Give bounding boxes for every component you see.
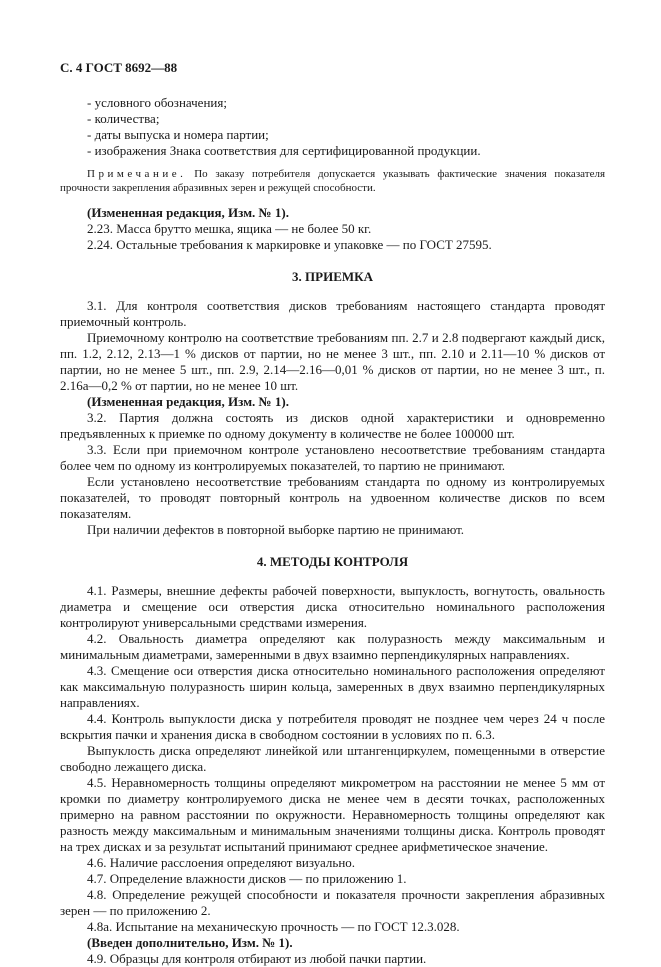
amendment-note: (Введен дополнительно, Изм. № 1). — [87, 935, 293, 950]
clause-3-1-cont: Приемочному контролю на соответствие требованиям пп. 2.7 и 2.8 подвергают каждый диск, пп. 1.2, 2.12, 2.13—1 % дисков от партии, но не менее 3 шт., пп. 2.10 и 2.11—10 % дисков от партии, но не менее 5 шт., пп. 2.9, 2.14—2.16—0,01 % дисков от партии, но не менее 3 шт., п. 2.16а—0,2 % от партии, но не менее 10 шт. — [60, 330, 605, 393]
amendment-note: (Измененная редакция, Изм. № 1). — [87, 205, 289, 220]
clause-3-1: 3.1. Для контроля соответствия дисков требованиям настоящего стандарта проводят приемочный контроль. — [60, 298, 605, 329]
clause-3-3: 3.3. Если при приемочном контроле установлено несоответствие требованиям стандарта более чем по одному из контролируемых показателей, то партию не принимают. — [60, 442, 605, 473]
clause-4-3: 4.3. Смещение оси отверстия диска относительно номинального расположения определяют как максимальную полуразность ширин кольца, замеренных в двух взаимно перпендикулярных направлениях. — [60, 663, 605, 710]
note-label: Примечание. — [87, 168, 187, 180]
clause-4-2: 4.2. Овальность диаметра определяют как полуразность между максимальным и минимальным диаметрами, замеренными в двух взаимно перпендикулярных направлениях. — [60, 631, 605, 662]
clause-4-1: 4.1. Размеры, внешние дефекты рабочей поверхности, выпуклость, вогнутость, овальность диаметра и смещение оси отверстия диска относительно номинального расположения контролируют универсальными средствами измерения. — [60, 583, 605, 630]
marking-list-item: - даты выпуска и номера партии; — [87, 127, 269, 142]
section-4-title: 4. МЕТОДЫ КОНТРОЛЯ — [256, 554, 409, 569]
clause-4-5: 4.5. Неравномерность толщины определяют микрометром на расстоянии не менее 5 мм от кромки по диаметру контролируемого диска не менее чем в десяти точках, расположенных примерно на равном расстоянии по окружности. Неравномерность толщины определяют как разность между максимальным и минимальным значениями толщины диска. Контроль проводят на трех дисках и за результат испытаний принимают среднее арифметическое значение. — [60, 775, 605, 854]
clause-4-8a: 4.8а. Испытание на механическую прочность — по ГОСТ 12.3.028. — [87, 919, 460, 934]
marking-list-item: - изображения Знака соответствия для сертифицированной продукции. — [87, 143, 481, 158]
clause-4-7: 4.7. Определение влажности дисков — по приложению 1. — [87, 871, 407, 886]
note-paragraph — [60, 168, 605, 195]
clause-4-9: 4.9. Образцы для контроля отбирают из любой пачки партии. — [87, 951, 427, 966]
clause-3-3-cont: При наличии дефектов в повторной выборке партию не принимают. — [87, 522, 465, 537]
section-3-title: 3. ПРИЕМКА — [292, 269, 373, 284]
clause-4-6: 4.6. Наличие расслоения определяют визуально. — [87, 855, 356, 870]
marking-list-item: - условного обозначения; — [87, 95, 227, 110]
clause-2-24: 2.24. Остальные требования к маркировке и упаковке — по ГОСТ 27595. — [87, 237, 492, 252]
clause-3-3-cont: Если установлено несоответствие требованиям стандарта по одному из контролируемых показателей, то проводят повторный контроль на удвоенном количестве дисков по всем показателям. — [60, 474, 605, 521]
clause-4-4: 4.4. Контроль выпуклости диска у потребителя проводят не позднее чем через 24 ч после вскрытия пачки и хранения диска в свободном состоянии в условиях по п. 6.3. — [60, 711, 605, 742]
marking-list-item: - количества; — [87, 111, 160, 126]
clause-4-4-cont: Выпуклость диска определяют линейкой или штангенциркулем, помещенными в отверстие свободно лежащего диска. — [60, 743, 605, 774]
clause-3-2: 3.2. Партия должна состоять из дисков одной характеристики и одновременно предъявленных к приемке по одному документу в количестве не более 100000 шт. — [60, 410, 605, 441]
note-text: По заказу потребителя допускается указывать фактические значения показателя прочности закрепления абразивных зерен и режущей способности. — [60, 168, 605, 194]
clause-4-8: 4.8. Определение режущей способности и показателя прочности закрепления абразивных зерен — по приложению 2. — [60, 887, 605, 918]
amendment-note: (Измененная редакция, Изм. № 1). — [87, 394, 289, 409]
page-header: С. 4 ГОСТ 8692—88 — [60, 60, 178, 75]
clause-2-23: 2.23. Масса брутто мешка, ящика — не более 50 кг. — [87, 221, 372, 236]
